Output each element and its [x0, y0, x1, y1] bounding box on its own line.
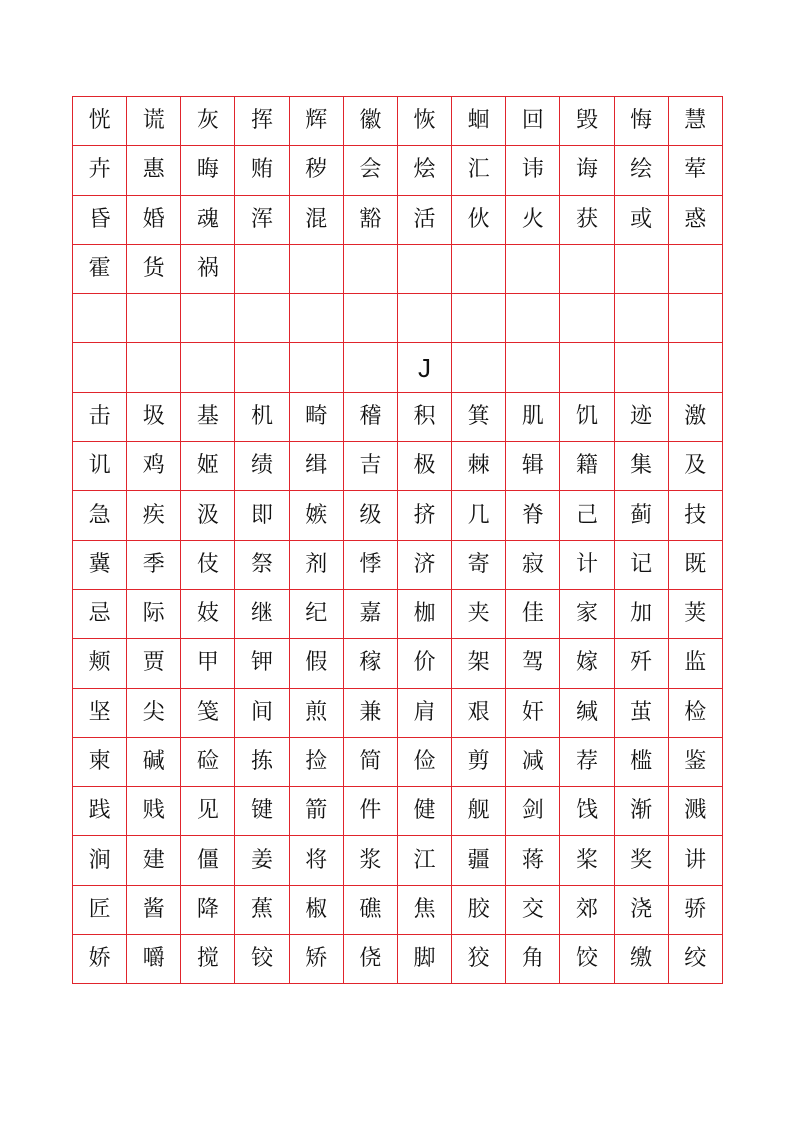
character-cell: 钾: [235, 639, 289, 688]
character-cell: 剑: [506, 787, 560, 836]
character-cell: 枷: [397, 589, 451, 638]
character-cell: 检: [668, 688, 722, 737]
empty-cell: [560, 294, 614, 343]
grid-body: [73, 97, 723, 984]
character-cell: 匠: [73, 885, 127, 934]
character-cell: 侥: [343, 935, 397, 984]
grid-row: [73, 343, 723, 392]
character-cell: 娇: [73, 935, 127, 984]
character-cell: 剂: [289, 540, 343, 589]
character-cell: 级: [343, 491, 397, 540]
character-cell: 恢: [397, 97, 451, 146]
character-cell: 酱: [127, 885, 181, 934]
character-cell: 极: [397, 442, 451, 491]
character-cell: 煎: [289, 688, 343, 737]
grid-row: [73, 294, 723, 343]
character-cell: 惑: [668, 195, 722, 244]
grid-row: [73, 491, 723, 540]
character-cell: 际: [127, 589, 181, 638]
character-cell: 恍: [73, 97, 127, 146]
character-cell: 价: [397, 639, 451, 688]
empty-cell: [506, 244, 560, 293]
character-cell: 卉: [73, 146, 127, 195]
empty-cell: [668, 343, 722, 392]
character-cell: 击: [73, 392, 127, 441]
character-cell: 饺: [560, 935, 614, 984]
character-cell: 荤: [668, 146, 722, 195]
character-cell: 将: [289, 836, 343, 885]
character-cell: 辉: [289, 97, 343, 146]
character-cell: 姬: [181, 442, 235, 491]
character-cell: 颊: [73, 639, 127, 688]
character-cell: 奖: [614, 836, 668, 885]
character-cell: 悸: [343, 540, 397, 589]
character-cell: 婚: [127, 195, 181, 244]
character-cell: 兼: [343, 688, 397, 737]
character-cell: 加: [614, 589, 668, 638]
character-cell: 鸡: [127, 442, 181, 491]
character-cell: 箕: [452, 392, 506, 441]
character-cell: 剪: [452, 737, 506, 786]
character-cell: 激: [668, 392, 722, 441]
character-cell: 架: [452, 639, 506, 688]
character-cell: 浇: [614, 885, 668, 934]
character-cell: 或: [614, 195, 668, 244]
character-cell: 绘: [614, 146, 668, 195]
character-cell: 混: [289, 195, 343, 244]
character-cell: 吉: [343, 442, 397, 491]
grid-row: [73, 737, 723, 786]
character-cell: 夹: [452, 589, 506, 638]
empty-cell: [397, 294, 451, 343]
character-cell: 季: [127, 540, 181, 589]
character-cell: 箭: [289, 787, 343, 836]
empty-cell: [343, 294, 397, 343]
character-cell: 圾: [127, 392, 181, 441]
character-cell: 胶: [452, 885, 506, 934]
character-cell: 间: [235, 688, 289, 737]
grid-row: [73, 589, 723, 638]
character-cell: 建: [127, 836, 181, 885]
character-cell: 获: [560, 195, 614, 244]
character-cell: 角: [506, 935, 560, 984]
empty-cell: [73, 343, 127, 392]
empty-cell: [668, 294, 722, 343]
character-cell: 家: [560, 589, 614, 638]
character-cell: 基: [181, 392, 235, 441]
empty-cell: [73, 294, 127, 343]
empty-cell: [127, 294, 181, 343]
character-cell: 健: [397, 787, 451, 836]
character-cell: 甲: [181, 639, 235, 688]
character-cell: 稽: [343, 392, 397, 441]
character-cell: 搅: [181, 935, 235, 984]
character-cell: 减: [506, 737, 560, 786]
character-cell: 狡: [452, 935, 506, 984]
character-cell: 硷: [181, 737, 235, 786]
character-cell: 己: [560, 491, 614, 540]
character-cell: 寂: [506, 540, 560, 589]
character-cell: 饯: [560, 787, 614, 836]
grid-row: [73, 195, 723, 244]
character-cell: 饥: [560, 392, 614, 441]
character-cell: 嫁: [560, 639, 614, 688]
character-cell: 迹: [614, 392, 668, 441]
character-cell: 济: [397, 540, 451, 589]
character-cell: 件: [343, 787, 397, 836]
grid-row: [73, 244, 723, 293]
grid-row: [73, 935, 723, 984]
character-cell: 祭: [235, 540, 289, 589]
character-cell: 烩: [397, 146, 451, 195]
character-cell: 火: [506, 195, 560, 244]
empty-cell: [235, 294, 289, 343]
character-cell: 交: [506, 885, 560, 934]
character-cell: 蓟: [614, 491, 668, 540]
empty-cell: [289, 244, 343, 293]
character-cell: 伙: [452, 195, 506, 244]
character-cell: 讥: [73, 442, 127, 491]
grid-row: [73, 688, 723, 737]
character-cell: 桨: [560, 836, 614, 885]
empty-cell: [452, 343, 506, 392]
character-cell: 姜: [235, 836, 289, 885]
character-cell: 渐: [614, 787, 668, 836]
character-cell: 舰: [452, 787, 506, 836]
character-cell: 碱: [127, 737, 181, 786]
empty-cell: [289, 294, 343, 343]
character-cell: 浑: [235, 195, 289, 244]
character-cell: 俭: [397, 737, 451, 786]
character-cell: 尖: [127, 688, 181, 737]
character-cell: 坚: [73, 688, 127, 737]
empty-cell: [235, 244, 289, 293]
character-cell: 降: [181, 885, 235, 934]
character-cell: 骄: [668, 885, 722, 934]
character-cell: 拣: [235, 737, 289, 786]
character-cell: 嫉: [289, 491, 343, 540]
character-cell: 稼: [343, 639, 397, 688]
empty-cell: [289, 343, 343, 392]
character-cell: 监: [668, 639, 722, 688]
character-cell: 键: [235, 787, 289, 836]
character-cell: 焦: [397, 885, 451, 934]
character-cell: 贿: [235, 146, 289, 195]
character-cell: 霍: [73, 244, 127, 293]
character-cell: 机: [235, 392, 289, 441]
empty-cell: [343, 244, 397, 293]
empty-cell: [560, 343, 614, 392]
character-cell: 绩: [235, 442, 289, 491]
empty-cell: [235, 343, 289, 392]
character-cell: 荐: [560, 737, 614, 786]
empty-cell: [614, 343, 668, 392]
character-cell: 肌: [506, 392, 560, 441]
character-cell: 脊: [506, 491, 560, 540]
section-letter-heading: J: [397, 343, 451, 392]
empty-cell: [343, 343, 397, 392]
empty-cell: [506, 343, 560, 392]
character-cell: 蕉: [235, 885, 289, 934]
character-cell: 僵: [181, 836, 235, 885]
character-cell: 秽: [289, 146, 343, 195]
character-cell: 积: [397, 392, 451, 441]
grid-row: [73, 787, 723, 836]
character-cell: 缉: [289, 442, 343, 491]
character-cell: 几: [452, 491, 506, 540]
grid-row: [73, 392, 723, 441]
empty-cell: [397, 244, 451, 293]
character-cell: 嚼: [127, 935, 181, 984]
character-cell: 缴: [614, 935, 668, 984]
character-cell: 肩: [397, 688, 451, 737]
grid-row: [73, 442, 723, 491]
character-cell: 冀: [73, 540, 127, 589]
character-cell: 急: [73, 491, 127, 540]
character-cell: 椒: [289, 885, 343, 934]
empty-cell: [506, 294, 560, 343]
character-cell: 汲: [181, 491, 235, 540]
empty-cell: [614, 294, 668, 343]
character-cell: 挥: [235, 97, 289, 146]
character-cell: 讲: [668, 836, 722, 885]
empty-cell: [452, 244, 506, 293]
character-cell: 记: [614, 540, 668, 589]
character-cell: 讳: [506, 146, 560, 195]
character-cell: 会: [343, 146, 397, 195]
character-cell: 魂: [181, 195, 235, 244]
character-cell: 疾: [127, 491, 181, 540]
character-cell: 鉴: [668, 737, 722, 786]
character-cell: 忌: [73, 589, 127, 638]
character-cell: 绞: [668, 935, 722, 984]
grid-row: [73, 540, 723, 589]
character-cell: 浆: [343, 836, 397, 885]
character-cell: 疆: [452, 836, 506, 885]
character-cell: 妓: [181, 589, 235, 638]
character-practice-grid: [72, 96, 723, 984]
character-cell: 及: [668, 442, 722, 491]
character-cell: 矫: [289, 935, 343, 984]
character-cell: 昏: [73, 195, 127, 244]
empty-cell: [181, 294, 235, 343]
empty-cell: [181, 343, 235, 392]
character-cell: 佳: [506, 589, 560, 638]
empty-cell: [452, 294, 506, 343]
grid-row: [73, 146, 723, 195]
character-cell: 蛔: [452, 97, 506, 146]
character-cell: 悔: [614, 97, 668, 146]
character-cell: 郊: [560, 885, 614, 934]
character-cell: 辑: [506, 442, 560, 491]
character-cell: 货: [127, 244, 181, 293]
character-cell: 槛: [614, 737, 668, 786]
character-cell: 简: [343, 737, 397, 786]
character-cell: 回: [506, 97, 560, 146]
grid-row: [73, 639, 723, 688]
character-cell: 活: [397, 195, 451, 244]
character-cell: 畸: [289, 392, 343, 441]
character-cell: 见: [181, 787, 235, 836]
character-cell: 缄: [560, 688, 614, 737]
character-cell: 技: [668, 491, 722, 540]
character-cell: 溅: [668, 787, 722, 836]
character-cell: 晦: [181, 146, 235, 195]
character-cell: 豁: [343, 195, 397, 244]
character-cell: 践: [73, 787, 127, 836]
character-cell: 惠: [127, 146, 181, 195]
character-cell: 慧: [668, 97, 722, 146]
character-cell: 歼: [614, 639, 668, 688]
character-cell: 徽: [343, 97, 397, 146]
grid-row: [73, 885, 723, 934]
character-cell: 铰: [235, 935, 289, 984]
character-cell: 驾: [506, 639, 560, 688]
character-cell: 脚: [397, 935, 451, 984]
empty-cell: [614, 244, 668, 293]
character-cell: 谎: [127, 97, 181, 146]
grid-row: [73, 836, 723, 885]
character-cell: 集: [614, 442, 668, 491]
character-cell: 寄: [452, 540, 506, 589]
grid-row: [73, 97, 723, 146]
empty-cell: [560, 244, 614, 293]
empty-cell: [127, 343, 181, 392]
character-cell: 即: [235, 491, 289, 540]
character-cell: 籍: [560, 442, 614, 491]
character-cell: 捡: [289, 737, 343, 786]
character-cell: 毁: [560, 97, 614, 146]
character-cell: 祸: [181, 244, 235, 293]
character-cell: 灰: [181, 97, 235, 146]
character-cell: 汇: [452, 146, 506, 195]
character-cell: 既: [668, 540, 722, 589]
character-cell: 假: [289, 639, 343, 688]
character-cell: 继: [235, 589, 289, 638]
character-cell: 伎: [181, 540, 235, 589]
character-cell: 纪: [289, 589, 343, 638]
empty-cell: [668, 244, 722, 293]
character-cell: 计: [560, 540, 614, 589]
character-cell: 荚: [668, 589, 722, 638]
character-cell: 蒋: [506, 836, 560, 885]
character-cell: 艰: [452, 688, 506, 737]
character-cell: 嘉: [343, 589, 397, 638]
character-cell: 诲: [560, 146, 614, 195]
character-cell: 茧: [614, 688, 668, 737]
character-cell: 棘: [452, 442, 506, 491]
character-cell: 贱: [127, 787, 181, 836]
character-cell: 江: [397, 836, 451, 885]
character-cell: 笺: [181, 688, 235, 737]
character-cell: 奸: [506, 688, 560, 737]
character-cell: 礁: [343, 885, 397, 934]
character-cell: 涧: [73, 836, 127, 885]
character-cell: 贾: [127, 639, 181, 688]
character-cell: 柬: [73, 737, 127, 786]
character-cell: 挤: [397, 491, 451, 540]
